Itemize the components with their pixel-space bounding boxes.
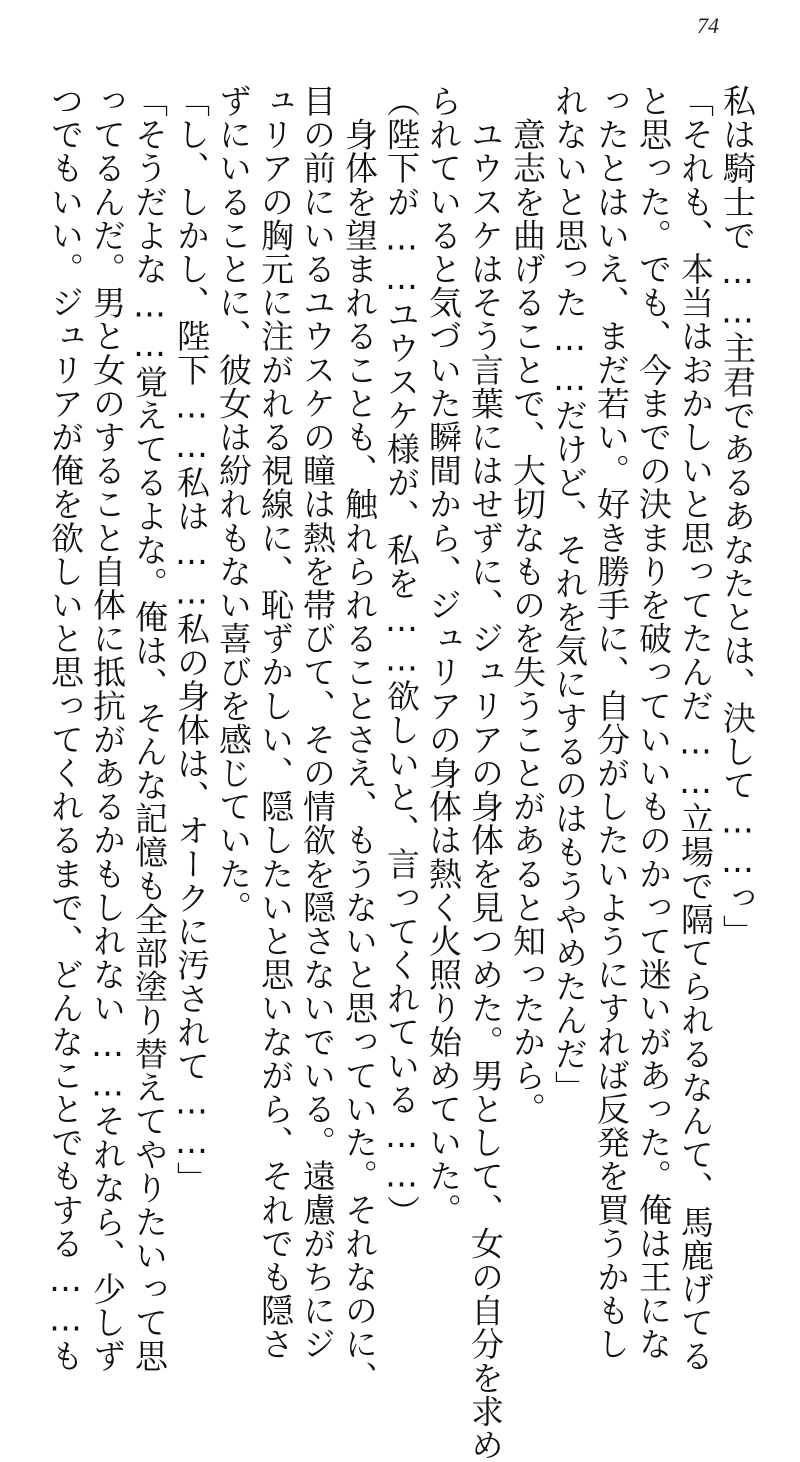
text-column-11: 目の前にいるユウスケの瞳は熱を帯びて、その情欲を隠さないでいる。遠慮がちにジ: [298, 84, 337, 1361]
text-column-02: 「それも、本当はおかしいと思ってたんだ……立場で隔てられるなんて、馬鹿げてる: [676, 84, 715, 1373]
text-column-10: 身体を望まれることも、触れられることさえ、もうないと思っていた。それなのに、: [340, 84, 379, 1395]
text-column-16: ってるんだ。男と女のすること自体に抵抗があるかもしれない……それなら、少しず: [88, 84, 127, 1373]
text-column-17: つでもいい。ジュリアが俺を欲しいと思ってくれるまで、どんなことでもする……も: [46, 84, 85, 1373]
text-column-15: 「そうだよな……覚えてるよな。俺は、そんな記憶も全部塗り替えてやりたいって思: [130, 84, 169, 1373]
text-column-05: れないと思った……だけど、それを気にするのはもうやめたんだ」: [550, 84, 589, 1104]
text-column-04: ったとはいえ、まだ若い。好き勝手に、自分がしたいようにすれば反発を買うかもし: [592, 84, 631, 1361]
text-column-06: 意志を曲げることで、大切なものを失うことがあると知ったから。: [508, 84, 547, 1126]
text-column-09: （陛下が……ユウスケ様が、私を……欲しいと、言ってくれている……）: [382, 84, 421, 1229]
text-column-14: 「し、しかし、陛下……私は……私の身体は、オークに汚されて……」: [172, 84, 211, 1196]
text-column-01: 私は騎士で……主君であるあなたとは、決して……っ」: [718, 84, 757, 948]
page-number: 74: [697, 13, 719, 38]
text-column-13: ずにいることに、彼女は紛れもない喜びを感じていた。: [214, 84, 253, 924]
text-column-12: ュリアの胸元に注がれる視線に、恥ずかしい、隠したいと思いながら、それでも隠さ: [256, 84, 295, 1361]
novel-text-body: [38, 84, 757, 1462]
text-column-03: と思った。でも、今までの決まりを破っていいものかって迷いがあった。俺は王にな: [634, 84, 673, 1361]
text-column-07: ユウスケはそう言葉にはせずに、ジュリアの身体を見つめた。男として、女の自分を求め: [466, 84, 505, 1462]
text-column-08: られていると気づいた瞬間から、ジュリアの身体は熱く火照り始めていた。: [424, 84, 463, 1227]
